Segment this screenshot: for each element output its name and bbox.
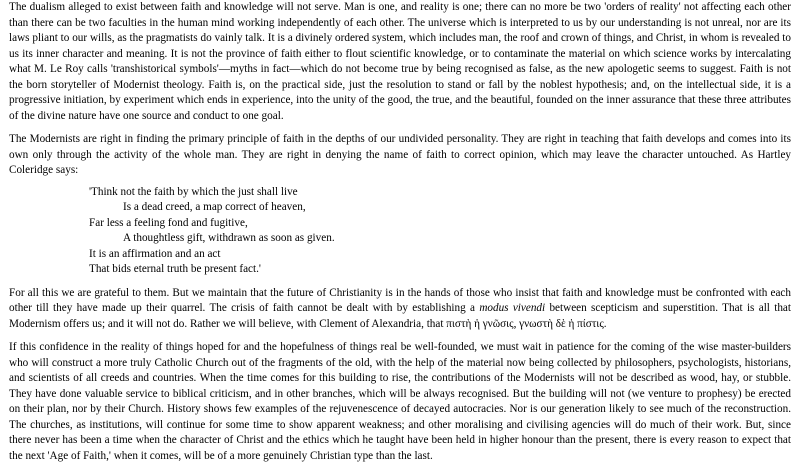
poem-line: Far less a feeling fond and fugitive, [89, 216, 248, 229]
paragraph [9, 286, 791, 333]
italic-phrase: modus vivendi [479, 302, 546, 314]
paragraph-text: between scepticism and superstition. That is all that Modernism offers us; and it will not do. Rather we will believe, with Clement of Alexandria, that πιστὴ ἡ γνῶσις, γνωστὴ δὲ ἡ πίστις. [9, 302, 791, 330]
paragraph: The Modernists are right in finding the primary principle of faith in the depths of our undivided personality. They are right in teaching that faith develops and comes into its own only through the activity of the whole man. They are right in denying the name of faith to correct opinion, which may leave the character untouched. As Hartley Coleridge says: [9, 133, 791, 176]
poem-line: Is a dead creed, a map correct of heaven, [123, 201, 306, 213]
poem-line: A thoughtless gift, withdrawn as soon as given. [123, 232, 335, 244]
poem-line: 'Think not the faith by which the just shall live [89, 185, 298, 198]
poem-quote [9, 185, 791, 278]
poem-line: It is an affirmation and an act [89, 247, 221, 260]
poem-line: That bids eternal truth be present fact.' [89, 263, 261, 275]
paragraph: The dualism alleged to exist between faith and knowledge will not serve. Man is one, and reality is one; there can no more be two 'orders of reality' not affecting each other than there can be two faculties in the human mind working independently of each other. The universe which is interpreted to us by our understanding is not unreal, nor are its laws pliant to our wills, as the pragmatists do vainly talk. It is a divinely ordered system, which includes man, the roof and crown of things, and Christ, in whom is revealed to us its inner character and meaning. It is not the province of faith either to flout scientific knowledge, or to contaminate the material on which science works by intercalating what M. Le Roy calls 'transhistorical symbols'—myths in fact—which do not become true by being recognised as false, as the new apologetic seems to suggest. Faith is not the born storyteller of Modernist theology. Faith is, on the practical side, just the resolution to stand or fall by the noblest hypothesis; and, on the intellectual side, it is a progressive initiation, by experiment which ends in experience, into the unity of the good, the true, and the beautiful, founded on the inner assurance that these three attributes of the divine nature have one source and conduct to one goal. [9, 1, 791, 122]
paragraph-text: For all this we are grateful to them. But we maintain that the future of Christianity is in the hands of those who insist that faith and knowledge must be confronted with each other till they have made up their quarrel. The crisis of faith cannot be dealt with by establishing a [9, 286, 791, 314]
paragraph: If this confidence in the reality of things hoped for and the hopefulness of things real be well-founded, we must wait in patience for the coming of the wise master-builders who will construct a more truly Catholic Church out of the fragments of the old, with the help of the material now being collected by philosophers, psychologists, historians, and scientists of all creeds and countries. When the time comes for this building to rise, the contributions of the Modernists will not be described as wood, hay, or stubble. They have done valuable service to biblical criticism, and in other branches, which will be always recognised. But the building will not (we venture to prophesy) be erected on their plan, nor by their Church. History shows few examples of the rejuvenescence of decayed autocracies. Nor is our generation likely to see much of the reconstruction. The churches, as institutions, will continue for some time to show apparent weakness; and other moralising and civilising agencies will do much of their work. But, since there never has been a time when the character of Christ and the ethics which he taught have been held in higher honour than the present, there is every reason to expect that the next 'Age of Faith,' when it comes, will be of a more genuinely Christian type than the last. [9, 341, 791, 462]
